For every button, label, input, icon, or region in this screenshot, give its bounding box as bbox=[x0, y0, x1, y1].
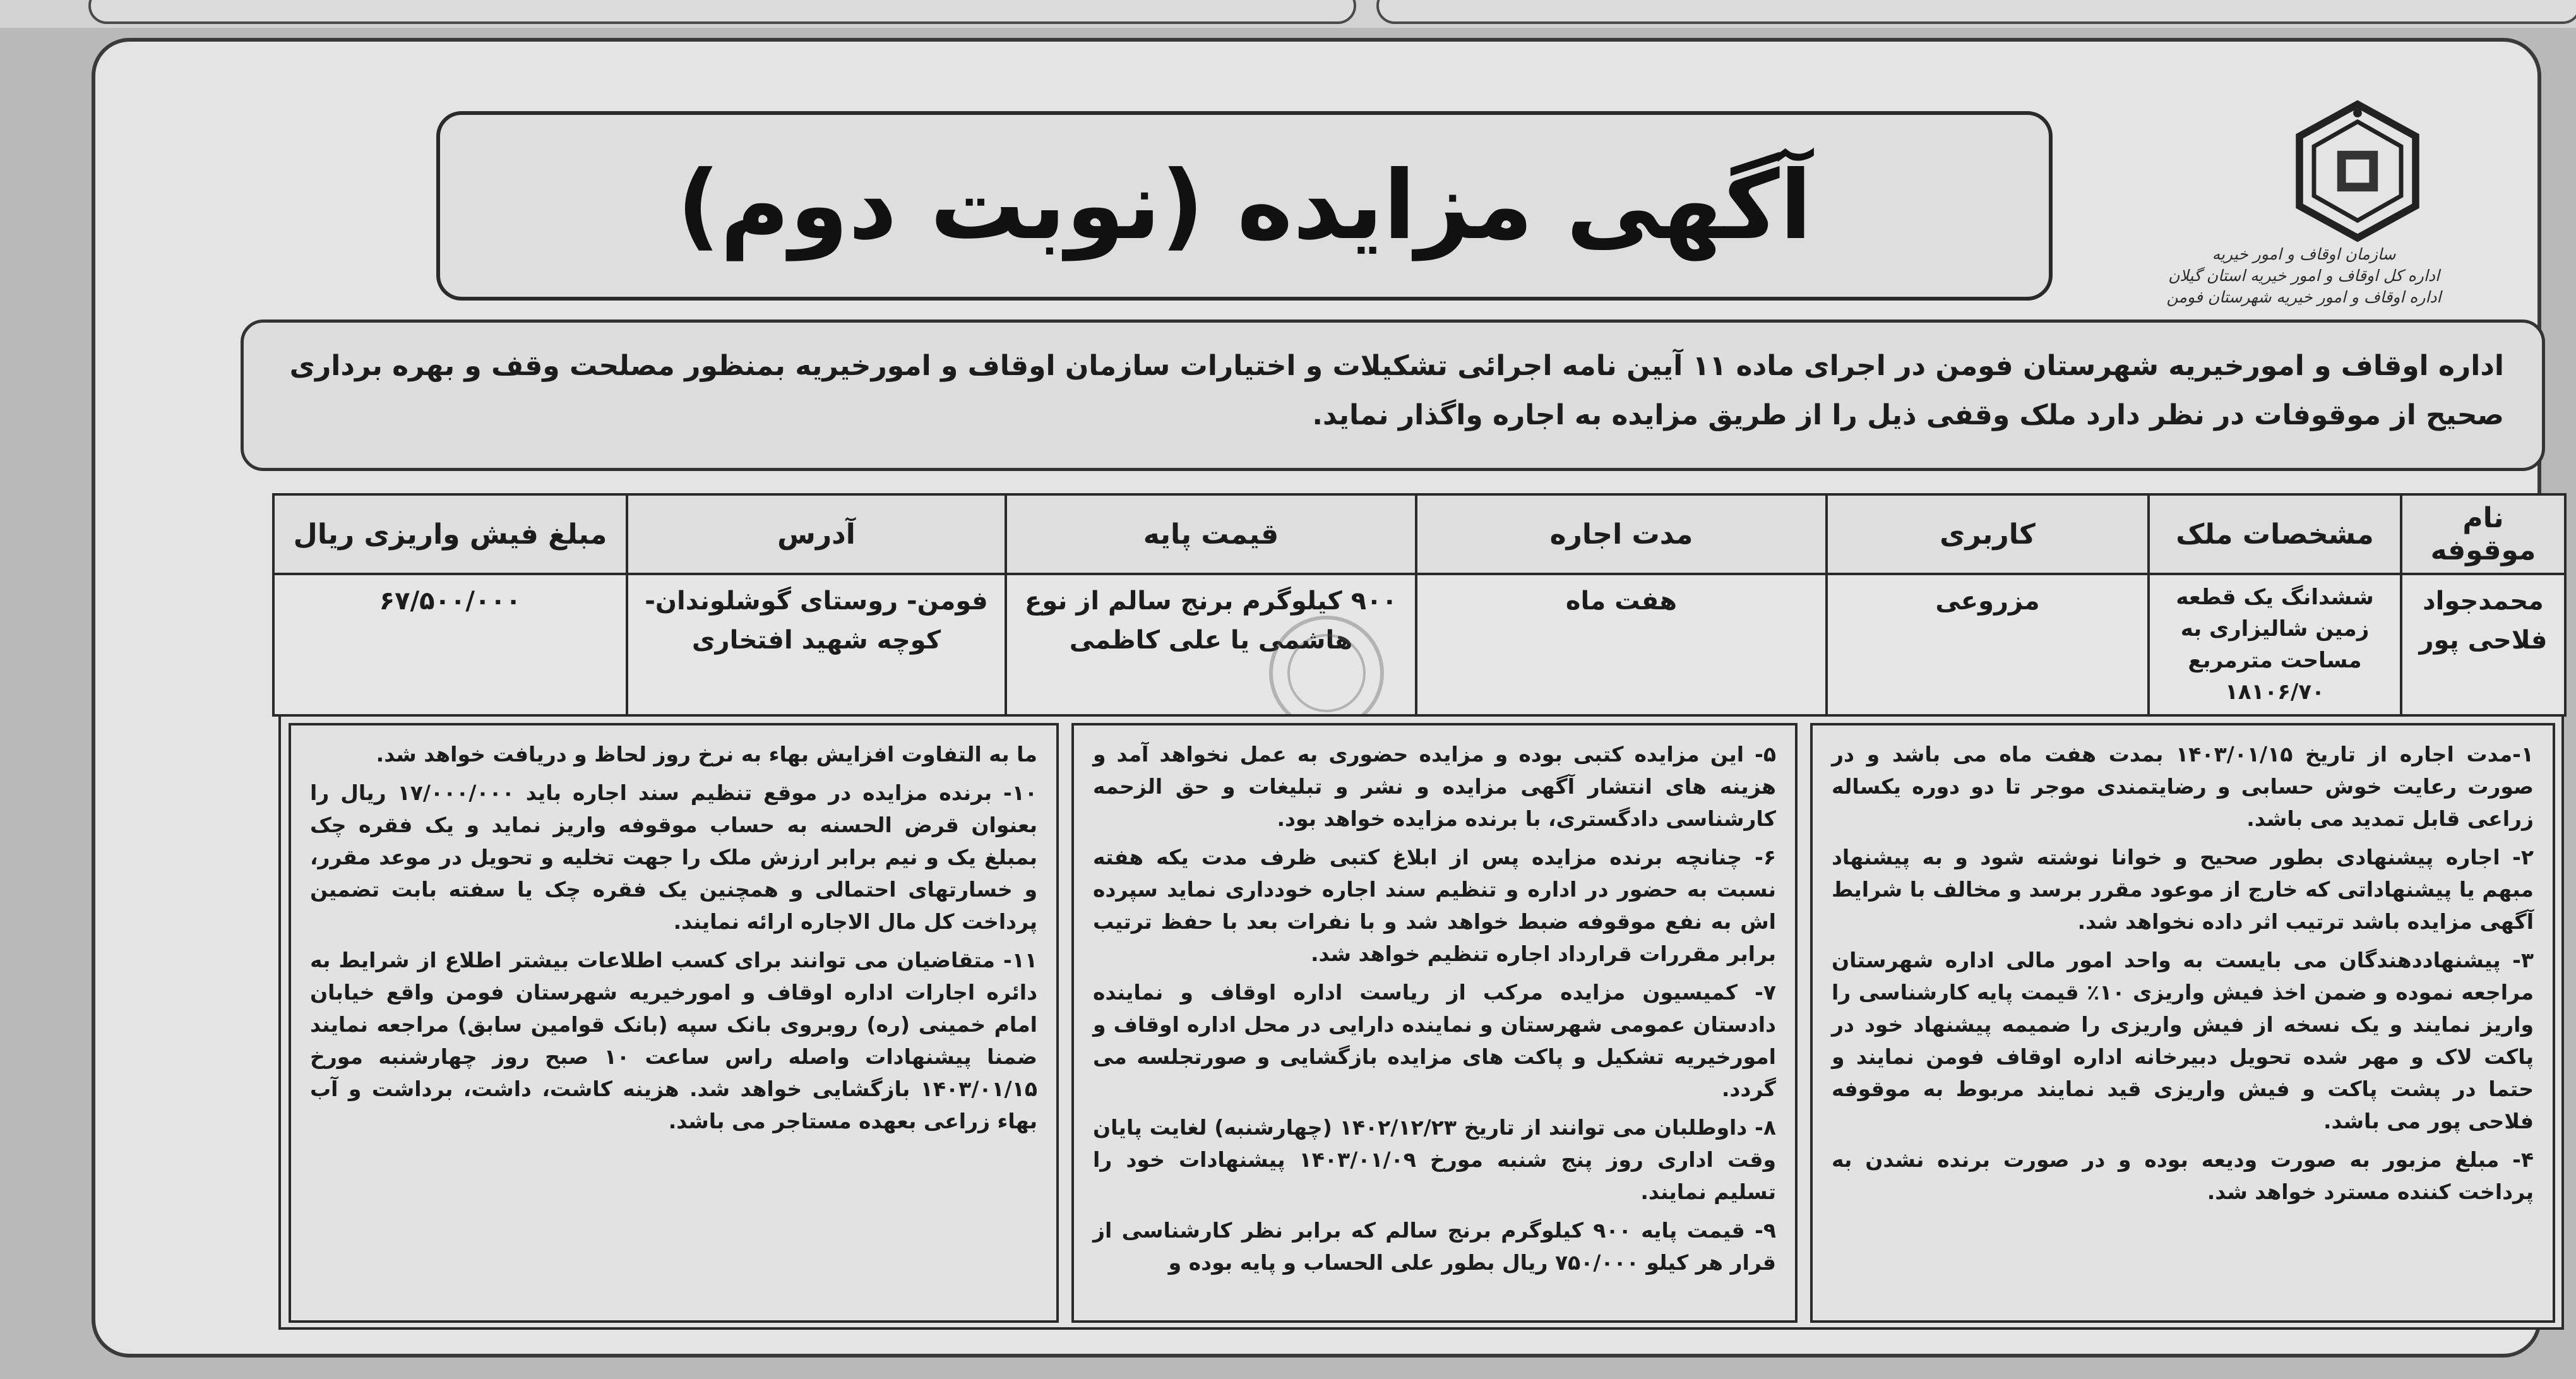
cell-base-price: ۹۰۰ کیلوگرم برنج سالم از نوع هاشمی یا علی کاظمی bbox=[1006, 574, 1416, 715]
term-item: ۸- داوطلبان می توانند از تاریخ ۱۴۰۲/۱۲/۲۳ (چهارشنبه) لغایت پایان وقت اداری روز پنج شنبه مورخ ۱۴۰۳/۰۱/۰۹ پیشنهادات خود را تسلیم نمایند. bbox=[1093, 1115, 1776, 1204]
cell-deposit-amount: ۶۷/۵۰۰/۰۰۰ bbox=[273, 574, 627, 715]
cell-endowment-name: محمدجواد فلاحی پور bbox=[2401, 574, 2565, 715]
term-item: ۱۱- متقاضیان می توانند برای کسب اطلاعات بیشتر اطلاع از شرایط به دائره اجارات اداره اوقاف و امورخیریه شهرستان فومن واقع خیابان امام خمینی (ره) روبروی بانک سپه (بانک قوامین سابق) مراجعه نمایند ضمنا پیشنهادات واصله راس ساعت ۱۰ صبح روز چهارشنبه مورخ ۱۴۰۳/۰۱/۱۵ بازگشایی خواهد شد. هزینه کاشت، داشت، برداشت و آب بهاء زراعی بعهده مستاجر می باشد. bbox=[310, 948, 1037, 1133]
adjacent-ad-box-left bbox=[88, 0, 1356, 24]
intro-paragraph: اداره اوقاف و امورخیریه شهرستان فومن در اجرای ماده ۱۱ آیین نامه اجرائی تشکیلات و اختیارات سازمان اوقاف و امورخیریه بمنظور مصلحت وقف و بهره برداری صحیح از موقوفات در نظر دارد ملک وقفی ذیل را از طریق مزایده به اجاره واگذار نماید. bbox=[241, 319, 2545, 471]
organization-header bbox=[2159, 244, 2449, 308]
org-line-1: سازمان اوقاف و امور خیریه bbox=[2212, 245, 2396, 263]
term-item: ۱۰- برنده مزایده در موقع تنظیم سند اجاره باید ۱۷/۰۰۰/۰۰۰ ریال را بعنوان قرض الحسنه به حساب موقوفه واریز نماید و یک فقره چک بمبلغ یک و نیم برابر ارزش ملک را جهت تخلیه و تحویل در موعد مقرر، و خسارتهای احتمالی و همچنین یک فقره چک یا سفته بابت تضمین پرداخت کل مال الاجاره ارائه نمایند. bbox=[310, 780, 1038, 934]
org-line-2: اداره کل اوقاف و امور خیریه استان گیلان bbox=[2168, 266, 2440, 285]
terms-column-1 bbox=[1810, 723, 2555, 1323]
notice-frame bbox=[92, 38, 2548, 1358]
term-item: ۹- قیمت پایه ۹۰۰ کیلوگرم برنج سالم که برابر نظر کارشناسی از قرار هر کیلو ۷۵۰/۰۰۰ ریال بطور علی الحساب و پایه بوده و bbox=[1093, 1218, 1776, 1275]
cell-property-specs: ششدانگ یک قطعه زمین شالیزاری به مساحت مترمربع ۱۸۱۰۶/۷۰ bbox=[2149, 574, 2401, 715]
header-lease-duration: مدت اجاره bbox=[1416, 494, 1827, 574]
awqaf-logo-icon bbox=[2285, 98, 2430, 244]
terms-column-2 bbox=[1071, 723, 1798, 1323]
notice-title: آگهی مزایده (نوبت دوم) bbox=[677, 151, 1812, 261]
table-row bbox=[273, 574, 2565, 715]
org-line-3: اداره اوقاف و امور خیریه شهرستان فومن bbox=[2166, 288, 2442, 306]
header-usage: کاربری bbox=[1827, 494, 2149, 574]
title-box bbox=[436, 111, 2053, 301]
term-item: ۳- پیشنهاددهندگان می بایست به واحد امور مالی اداره شهرستان مراجعه نموده و ضمن اخذ فیش واریزی ۱۰٪ قیمت پایه کارشناسی را واریز نمایند و یک نسخه از فیش واریزی را ضمیمه پیشنهاد خود در پاکت لاک و مهر شده تحویل دبیرخانه اداره اوقاف فومن نمایند و حتما در پشت پاکت و فیش واریزی قید نمایند مربوط به موقوفه فلاحی پور می باشد. bbox=[1832, 948, 2534, 1133]
header-endowment-name: نام موقوفه bbox=[2401, 494, 2565, 574]
term-item: ۶- چنانچه برنده مزایده پس از ابلاغ کتبی ظرف مدت یکه هفته نسبت به حضور در اداره و تنظیم سند اجاره خودداری نماید سپرده اش به نفع موقوفه ضبط خواهد شد و با نفرات بعد با حفظ ترتیب برابر مقررات قرارداد اجاره تنظیم خواهد شد. bbox=[1093, 845, 1776, 966]
table-header-row bbox=[273, 494, 2565, 574]
term-item: ۷- کمیسیون مزایده مرکب از ریاست اداره اوقاف و نماینده دادستان عمومی شهرستان و نماینده دارایی در محل اداره اوقاف و امورخیریه تشکیل و پاکت های مزایده بازگشایی و صورتجلسه می گردد. bbox=[1093, 980, 1776, 1101]
term-item: ۲- اجاره پیشنهادی بطور صحیح و خوانا نوشته شود و به پیشنهاد مبهم یا پیشنهاداتی که خارج از موعود مقرر برسد و مخالف با شرایط آگهی مزایده باشد ترتیب اثر داده نخواهد شد. bbox=[1832, 845, 2534, 934]
term-item: ما به التفاوت افزایش بهاء به نرخ روز لحاظ و دریافت خواهد شد. bbox=[376, 742, 1037, 767]
property-table bbox=[272, 493, 2567, 717]
term-item: ۱-مدت اجاره از تاریخ ۱۴۰۳/۰۱/۱۵ بمدت هفت ماه می باشد و در صورت رعایت خوش حسابی و رضایتمندی موجر تا دو دوره یکساله زراعی قابل تمدید می باشد. bbox=[1832, 742, 2534, 831]
newspaper-top-edge bbox=[0, 0, 2576, 28]
term-item: ۵- این مزایده کتبی بوده و مزایده حضوری به عمل نخواهد آمد و هزینه های انتشار آگهی مزایده و نشر و تبلیغات و حق الزحمه کارشناسی دادگستری، با برنده مزایده خواهد بود. bbox=[1093, 742, 1776, 831]
header-base-price: قیمت پایه bbox=[1006, 494, 1416, 574]
terms-column-3 bbox=[289, 723, 1059, 1323]
adjacent-ad-box-right bbox=[1376, 0, 2576, 24]
term-item: ۴- مبلغ مزبور به صورت ودیعه بوده و در صورت برنده نشدن به پرداخت کننده مسترد خواهد شد. bbox=[1832, 1147, 2534, 1204]
header-address: آدرس bbox=[627, 494, 1006, 574]
header-deposit-amount: مبلغ فیش واریزی ریال bbox=[273, 494, 627, 574]
header-property-specs: مشخصات ملک bbox=[2149, 494, 2401, 574]
cell-usage: مزروعی bbox=[1827, 574, 2149, 715]
cell-address: فومن- روستای گوشلوندان- کوچه شهید افتخاری bbox=[627, 574, 1006, 715]
terms-section bbox=[278, 714, 2564, 1330]
cell-lease-duration: هفت ماه bbox=[1416, 574, 1827, 715]
